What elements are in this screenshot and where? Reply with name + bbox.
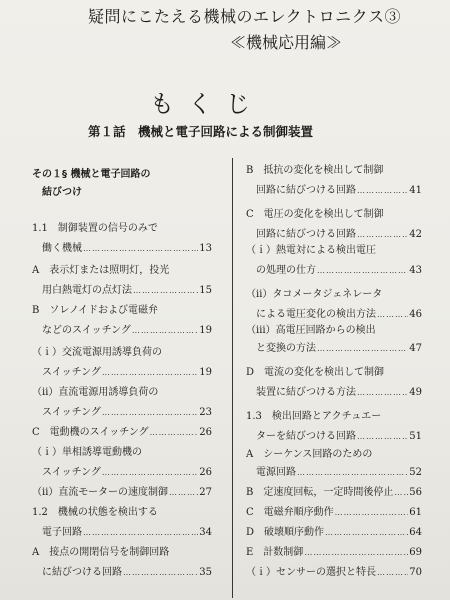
toc-entry-label: スイッチング — [32, 467, 101, 478]
toc-entry-label: スイッチング — [32, 407, 101, 418]
dot-leader — [317, 342, 408, 356]
toc-entry-label: （ⅱ）直流モーターの速度制御 — [32, 487, 168, 498]
toc-entry — [246, 164, 422, 178]
toc-entry-page: 70 — [409, 567, 422, 578]
toc-entry — [246, 430, 422, 444]
toc-entry-label: （ｉ）単相誘導電動機の — [32, 447, 142, 458]
toc-entry — [32, 446, 212, 460]
dot-leader — [83, 526, 198, 540]
toc-entry-page: 15 — [199, 285, 212, 296]
toc-entry-label: C 電圧の変化を検出して制御 — [246, 209, 384, 220]
toc-entry — [246, 308, 422, 322]
toc-entry-label: （ｉ）交流電源用誘導負荷の — [32, 347, 162, 358]
toc-entry — [246, 546, 422, 560]
toc-entry — [246, 228, 422, 242]
volume-subtitle: ≪機械応用編≫ — [230, 33, 343, 52]
toc-entry — [246, 506, 422, 520]
toc-entry — [246, 288, 422, 302]
toc-entry-page: 46 — [409, 309, 422, 320]
toc-entry-label: （ⅲ）高電圧回路からの検出 — [246, 325, 376, 336]
toc-entry-label: D 破壊順序動作 — [246, 527, 325, 538]
toc-entry-label: A 接点の開閉信号を制御回路 — [32, 547, 170, 558]
toc-entry — [32, 284, 212, 298]
toc-entry — [246, 410, 422, 424]
toc-entry — [32, 304, 212, 318]
toc-entry-label: A 表示灯または照明灯，投光 — [32, 265, 170, 276]
toc-entry — [32, 546, 212, 560]
toc-entry-label: などのスイッチング — [32, 325, 131, 336]
toc-entry — [32, 526, 212, 540]
toc-entry — [246, 386, 422, 400]
toc-entry — [32, 366, 212, 380]
toc-entry — [32, 324, 212, 338]
toc-entry — [246, 244, 422, 258]
toc-entry — [32, 186, 212, 200]
dot-leader — [133, 284, 198, 298]
toc-entry-label: に結びつける回路 — [32, 567, 122, 578]
dot-leader — [102, 366, 198, 380]
toc-entry — [246, 486, 422, 500]
toc-entry-label: 電源回路 — [246, 467, 296, 478]
dot-leader — [102, 466, 198, 480]
toc-entry — [32, 346, 212, 360]
toc-entry-page: 26 — [199, 427, 212, 438]
toc-entry-page: 34 — [199, 527, 212, 538]
toc-entry-label: 結びつけ — [32, 187, 82, 198]
toc-entry-page: 19 — [199, 325, 212, 336]
toc-entry-page: 35 — [199, 567, 212, 578]
chapter-heading: 第１話 機械と電子回路による制御装置 — [88, 124, 314, 139]
toc-entry — [246, 184, 422, 198]
toc-entry — [246, 566, 422, 580]
toc-entry — [32, 566, 212, 580]
toc-entry — [246, 324, 422, 338]
toc-entry-label: 回路に結びつける回路 — [246, 185, 356, 196]
toc-entry-label: 回路に結びつける回路 — [246, 229, 356, 240]
toc-entry-label: 1.3 検出回路とアクチュエー — [246, 411, 382, 422]
toc-entry-label: 電子回路 — [32, 527, 82, 538]
dot-leader — [357, 184, 408, 198]
toc-entry-label: （ｉ）センサーの選択と特長 — [246, 567, 376, 578]
dot-leader — [304, 546, 408, 560]
toc-entry-page: 61 — [409, 507, 422, 518]
toc-entry — [32, 466, 212, 480]
toc-entry-label: の処理の仕方 — [246, 265, 316, 276]
toc-entry-label: による電圧変化の検出方法 — [246, 309, 376, 320]
toc-entry-label: （ⅱ）直流電源用誘導負荷の — [32, 387, 159, 398]
toc-entry — [32, 506, 212, 520]
toc-entry-label: E 計数制御 — [246, 547, 304, 558]
toc-entry — [32, 222, 212, 236]
toc-entry — [32, 264, 212, 278]
toc-entry-label: と変換の方法 — [246, 343, 316, 354]
toc-entry-label: 用白熱電灯の点灯法 — [32, 285, 132, 296]
dot-leader — [169, 486, 198, 500]
toc-entry-page: 27 — [199, 487, 212, 498]
toc-entry-page: 47 — [409, 343, 422, 354]
toc-entry-label: 装置に結びつける方法 — [246, 387, 356, 398]
toc-entry — [246, 208, 422, 222]
dot-leader — [335, 506, 409, 520]
toc-entry-label: 1.1 制御装置の信号のみで — [32, 223, 158, 234]
dot-leader — [377, 308, 408, 322]
toc-entry — [246, 366, 422, 380]
toc-entry-label: その１§ 機械と電子回路の — [32, 169, 151, 180]
toc-entry-label: B 定速度回転，一定時間後停止 — [246, 487, 394, 498]
toc-entry-page: 41 — [409, 185, 422, 196]
toc-entry-label: 働く機械 — [32, 243, 82, 254]
toc-entry — [32, 406, 212, 420]
toc-entry-page: 64 — [409, 527, 422, 538]
dot-leader — [377, 566, 408, 580]
toc-entry-label: B ソレノイドおよび電磁弁 — [32, 305, 159, 316]
toc-entry — [32, 168, 212, 182]
toc-entry-page: 52 — [409, 467, 422, 478]
toc-entry — [32, 386, 212, 400]
dot-leader — [394, 486, 408, 500]
toc-entry-page: 13 — [199, 243, 212, 254]
toc-title: もくじ — [150, 90, 264, 118]
toc-entry — [32, 486, 212, 500]
toc-entry-page: 69 — [409, 547, 422, 558]
toc-entry-page: 42 — [409, 229, 422, 240]
series-title: 疑問にこたえる機械のエレクトロニクス③ — [88, 7, 402, 26]
dot-leader — [83, 242, 198, 256]
dot-leader — [123, 566, 198, 580]
dot-leader — [102, 406, 198, 420]
dot-leader — [150, 426, 199, 440]
toc-entry-page: 19 — [199, 367, 212, 378]
toc-entry — [246, 448, 422, 462]
toc-entry-label: A シーケンス回路のための — [246, 449, 373, 460]
dot-leader — [357, 430, 408, 444]
toc-entry-page: 26 — [199, 467, 212, 478]
toc-entry-page: 23 — [199, 407, 212, 418]
column-divider — [232, 158, 233, 598]
toc-entry-label: B 抵抗の変化を検出して制御 — [246, 165, 384, 176]
toc-entry-label: D 電流の変化を検出して制御 — [246, 367, 385, 378]
dot-leader — [357, 228, 408, 242]
toc-entry-page: 56 — [409, 487, 422, 498]
dot-leader — [317, 264, 408, 278]
toc-entry — [246, 466, 422, 480]
dot-leader — [297, 466, 408, 480]
toc-entry-label: C 電動機のスイッチング — [32, 427, 149, 438]
toc-entry-label: （ｉ）熱電対による検出電圧 — [246, 245, 376, 256]
toc-entry-page: 51 — [409, 431, 422, 442]
toc-entry-label: C 電磁弁順序動作 — [246, 507, 334, 518]
toc-entry — [246, 342, 422, 356]
toc-entry-label: 1.2 機械の状態を検出する — [32, 507, 158, 518]
toc-entry-page: 43 — [409, 265, 422, 276]
dot-leader — [357, 386, 408, 400]
dot-leader — [325, 526, 408, 540]
toc-entry-page: 49 — [409, 387, 422, 398]
toc-entry — [32, 426, 212, 440]
toc-entry — [246, 264, 422, 278]
toc-entry-label: スイッチング — [32, 367, 101, 378]
toc-entry-label: （ⅱ）タコメータジェネレータ — [246, 289, 383, 300]
toc-entry — [32, 242, 212, 256]
toc-entry-label: ターを結びつける回路 — [246, 431, 356, 442]
dot-leader — [132, 324, 198, 338]
toc-entry — [246, 526, 422, 540]
